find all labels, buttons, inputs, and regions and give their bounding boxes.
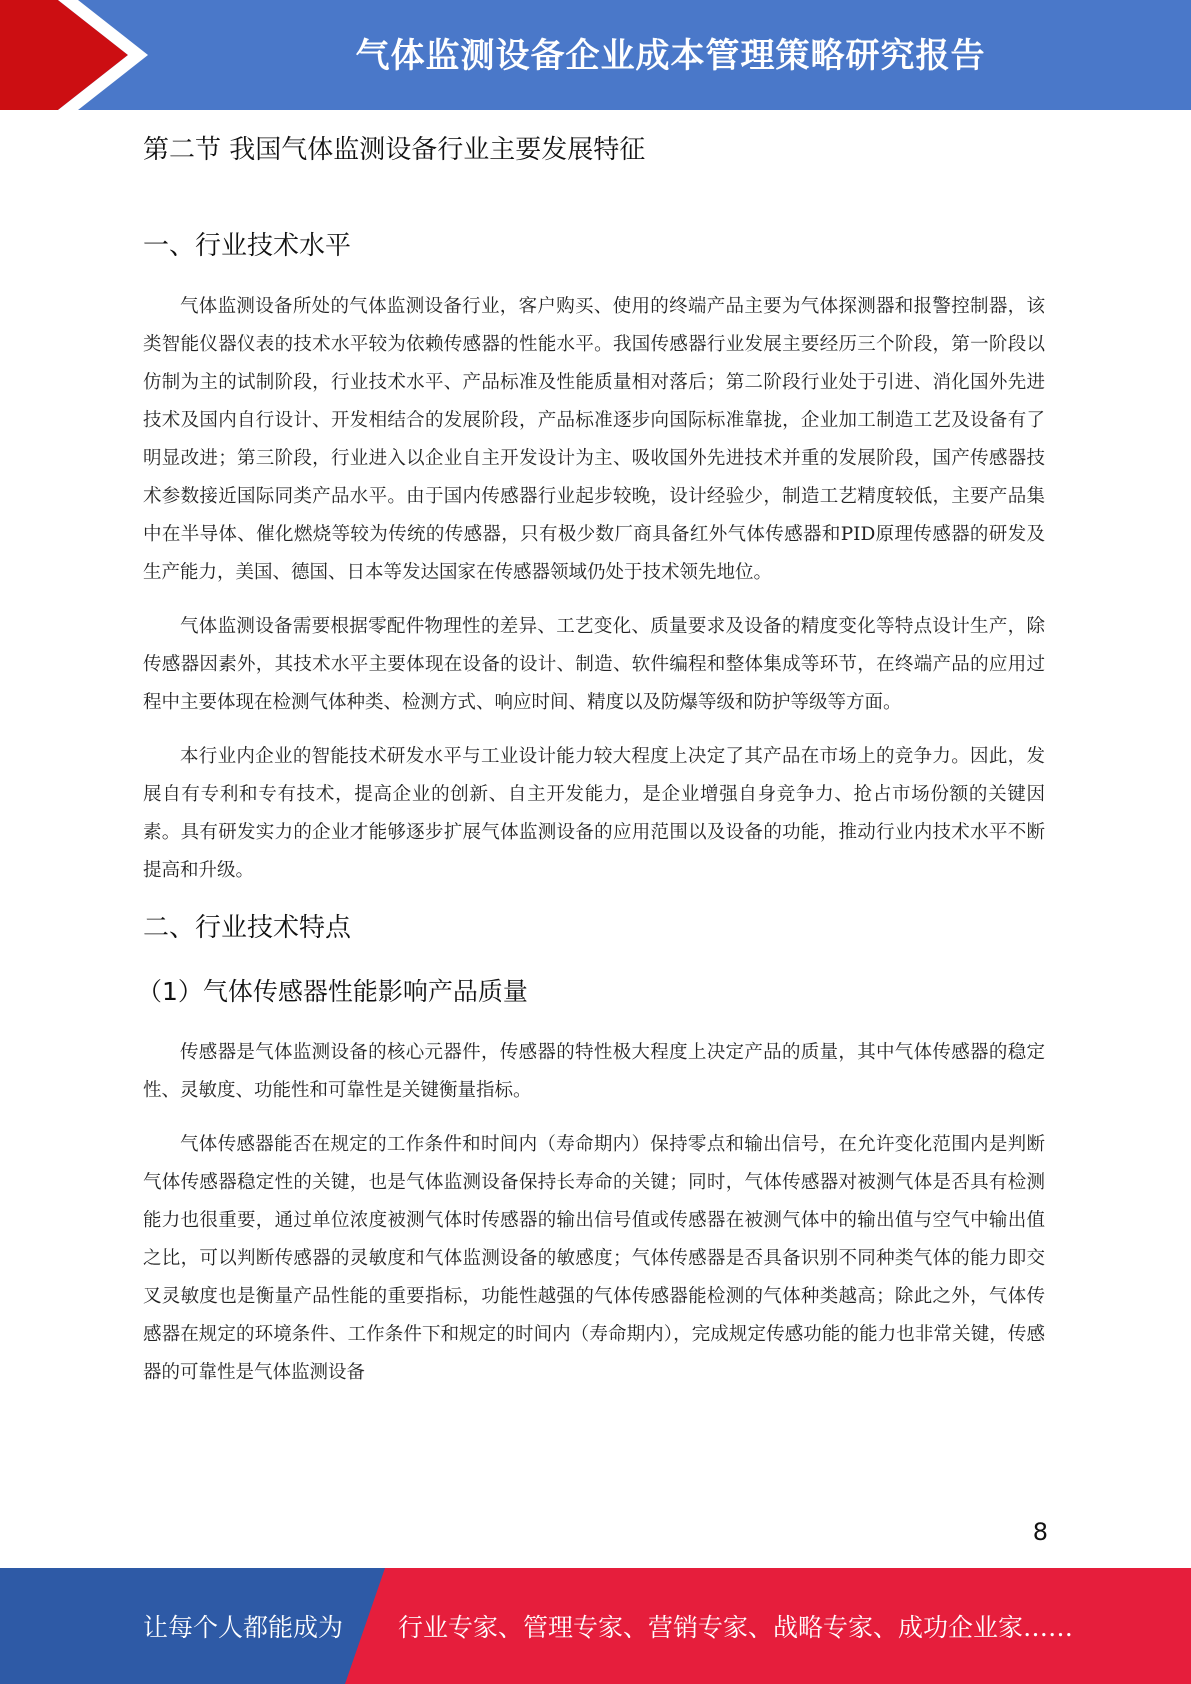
page-header [0, 0, 1191, 110]
page-content [137, 128, 1045, 1408]
report-title: 气体监测设备企业成本管理策略研究报告 [355, 35, 986, 76]
heading-sensor-performance: （1）气体传感器性能影响产品质量 [137, 977, 528, 1006]
heading-technology-level: 一、行业技术水平 [143, 231, 352, 261]
paragraph: 气体监测设备需要根据零配件物理性的差异、工艺变化、质量要求及设备的精度变化等特点设计生产，除传感器因素外，其技术水平主要体现在设备的设计、制造、软件编程和整体集成等环节，在终端产品的应用过程中主要体现在检测气体种类、检测方式、响应时间、精度以及防爆等级和防护等级等方面。 [143, 616, 1045, 713]
paragraph: 气体监测设备所处的气体监测设备行业，客户购买、使用的终端产品主要为气体探测器和报警控制器，该类智能仪器仪表的技术水平较为依赖传感器的性能水平。我国传感器行业发展主要经历三个阶段，第一阶段以仿制为主的试制阶段，行业技术水平、产品标准及性能质量相对落后；第二阶段行业处于引进、消化国外先进技术及国内自行设计、开发相结合的发展阶段，产品标准逐步向国际标准靠拢，企业加工制造工艺及设备有了明显改进；第三阶段，行业进入以企业自主开发设计为主、吸收国外先进技术并重的发展阶段，国产传感器技术参数接近国际同类产品水平。由于国内传感器行业起步较晚，设计经验少，制造工艺精度较低，主要产品集中在半导体、催化燃烧等较为传统的传感器，只有极少数厂商具备红外气体传感器和PID原理传感器的研发及生产能力，美国、德国、日本等发达国家在传感器领域仍处于技术领先地位。 [143, 296, 1045, 583]
footer-slogan-right: 行业专家、管理专家、营销专家、战略专家、成功企业家…… [398, 1613, 1074, 1642]
footer-slogan-left: 让每个人都能成为 [143, 1613, 344, 1642]
page-footer [0, 1568, 1191, 1684]
paragraph: 气体传感器能否在规定的工作条件和时间内（寿命期内）保持零点和输出信号，在允许变化范围内是判断气体传感器稳定性的关键，也是气体监测设备保持长寿命的关键；同时，气体传感器对被测气体是否具有检测能力也很重要，通过单位浓度被测气体时传感器的输出信号值或传感器在被测气体中的输出值与空气中输出值之比，可以判断传感器的灵敏度和气体监测设备的敏感度；气体传感器是否具备识别不同种类气体的能力即交叉灵敏度也是衡量产品性能的重要指标，功能性越强的气体传感器能检测的气体种类越高；除此之外，气体传感器在规定的环境条件、工作条件下和规定的时间内（寿命期内），完成规定传感功能的能力也非常关键，传感器的可靠性是气体监测设备 [143, 1134, 1045, 1383]
section-title: 第二节 我国气体监测设备行业主要发展特征 [143, 135, 646, 165]
paragraph: 传感器是气体监测设备的核心元器件，传感器的特性极大程度上决定产品的质量，其中气体传感器的稳定性、灵敏度、功能性和可靠性是关键衡量指标。 [143, 1042, 1045, 1101]
paragraph: 本行业内企业的智能技术研发水平与工业设计能力较大程度上决定了其产品在市场上的竞争力。因此，发展自有专利和专有技术，提高企业的创新、自主开发能力，是企业增强自身竞争力、抢占市场份额的关键因素。具有研发实力的企业才能够逐步扩展气体监测设备的应用范围以及设备的功能，推动行业内技术水平不断提高和升级。 [143, 746, 1045, 881]
heading-technology-features: 二、行业技术特点 [143, 913, 352, 943]
page-number: 8 [1032, 1518, 1048, 1546]
